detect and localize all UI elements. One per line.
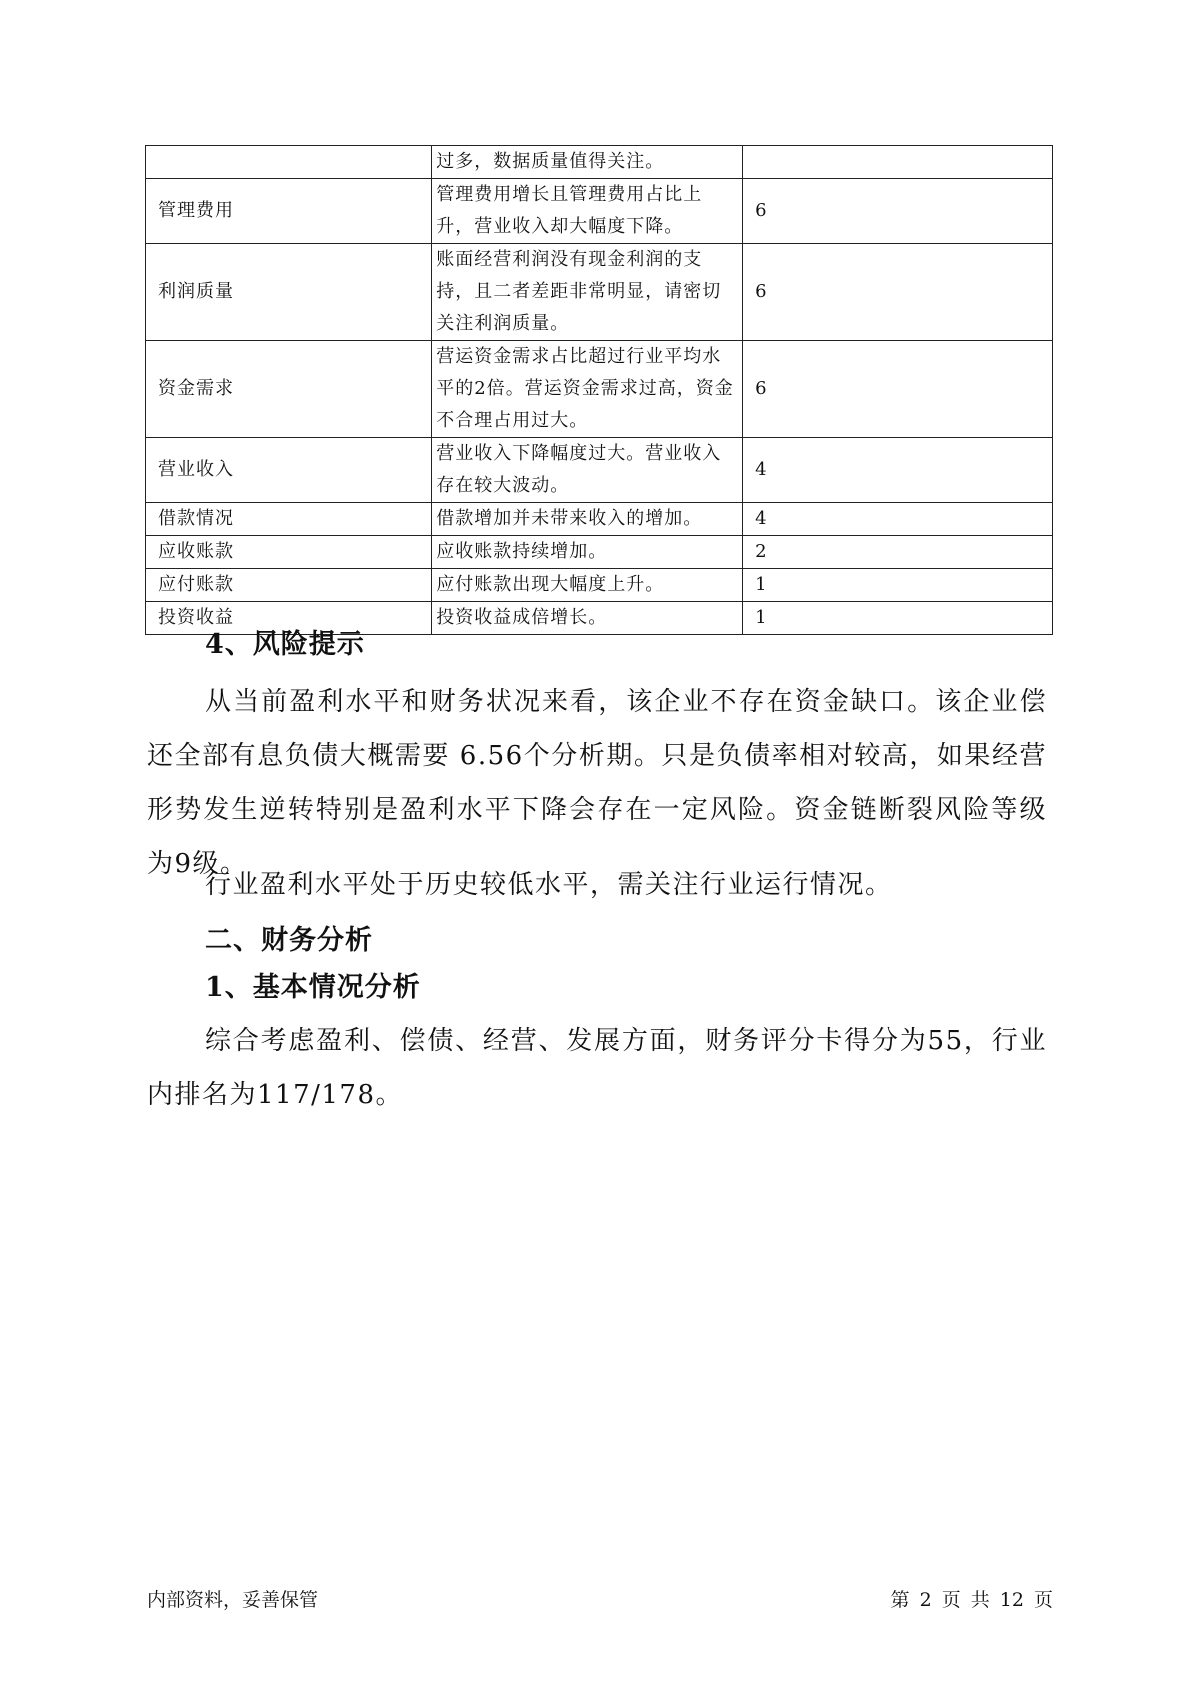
risk-item-cell: 营业收入: [146, 438, 432, 503]
footer-page-number: 第 2 页 共 12 页: [890, 1589, 1053, 1611]
table-row: [146, 503, 1053, 536]
footer-confidential-note: 内部资料，妥善保管: [147, 1589, 319, 1611]
risk-description-cell: 营业收入下降幅度过大。营业收入存在较大波动。: [432, 438, 743, 503]
risk-item-cell: 应收账款: [146, 536, 432, 569]
finance-heading: 二、财务分析: [205, 925, 373, 956]
risk-item-cell: 投资收益: [146, 602, 432, 635]
table-row: [146, 341, 1053, 438]
table-row: [146, 244, 1053, 341]
risk-description-cell: 应收账款持续增加。: [432, 536, 743, 569]
risk-heading: 4、风险提示: [205, 629, 365, 660]
risk-item-cell: [146, 146, 432, 179]
risk-description-cell: 过多，数据质量值得关注。: [432, 146, 743, 179]
table-row: [146, 179, 1053, 244]
risk-paragraph-1: 从当前盈利水平和财务状况来看，该企业不存在资金缺口。该企业偿还全部有息负债大概需要 6.56个分析期。只是负债率相对较高，如果经营形势发生逆转特别是盈利水平下降会存在一定风险。资金链断裂风险等级为9级。: [147, 687, 1047, 879]
risk-table-body: [146, 146, 1053, 635]
risk-description-cell: 借款增加并未带来收入的增加。: [432, 503, 743, 536]
table-row: [146, 438, 1053, 503]
basic-analysis-paragraph: 综合考虑盈利、偿债、经营、发展方面，财务评分卡得分为55，行业内排名为117/178。: [147, 1026, 1047, 1110]
risk-item-cell: 应付账款: [146, 569, 432, 602]
risk-score-cell: 6: [743, 179, 1053, 244]
risk-description-cell: 投资收益成倍增长。: [432, 602, 743, 635]
risk-description-cell: 账面经营利润没有现金利润的支持，且二者差距非常明显，请密切关注利润质量。: [432, 244, 743, 341]
risk-factor-table: [145, 145, 1053, 635]
risk-score-cell: 2: [743, 536, 1053, 569]
risk-description-cell: 管理费用增长且管理费用占比上升，营业收入却大幅度下降。: [432, 179, 743, 244]
risk-item-cell: 资金需求: [146, 341, 432, 438]
table-row: [146, 569, 1053, 602]
table-row: [146, 536, 1053, 569]
table-row: [146, 146, 1053, 179]
risk-score-cell: 4: [743, 503, 1053, 536]
risk-item-cell: 管理费用: [146, 179, 432, 244]
risk-item-cell: 借款情况: [146, 503, 432, 536]
risk-score-cell: 6: [743, 244, 1053, 341]
risk-score-cell: 4: [743, 438, 1053, 503]
risk-item-cell: 利润质量: [146, 244, 432, 341]
risk-description-cell: 应付账款出现大幅度上升。: [432, 569, 743, 602]
risk-paragraph-2: 行业盈利水平处于历史较低水平，需关注行业运行情况。: [205, 870, 893, 900]
risk-score-cell: 6: [743, 341, 1053, 438]
risk-score-cell: 1: [743, 569, 1053, 602]
risk-description-cell: 营运资金需求占比超过行业平均水平的2倍。营运资金需求过高，资金不合理占用过大。: [432, 341, 743, 438]
basic-analysis-heading: 1、基本情况分析: [205, 972, 421, 1003]
risk-score-cell: 1: [743, 602, 1053, 635]
risk-score-cell: [743, 146, 1053, 179]
